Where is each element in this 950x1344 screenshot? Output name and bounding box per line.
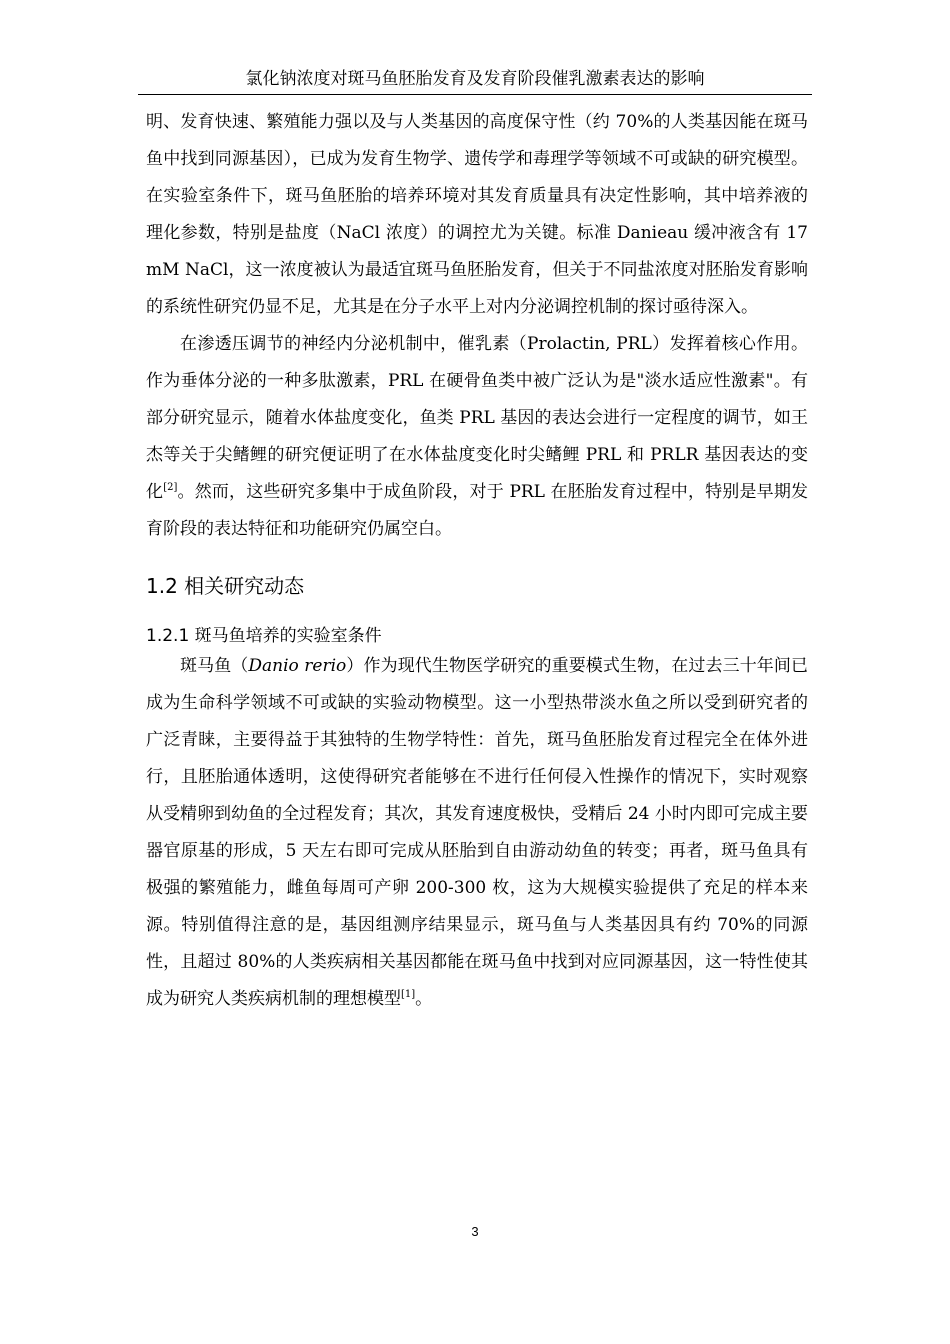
citation-ref: [2] bbox=[163, 482, 178, 493]
page-body bbox=[146, 104, 808, 1018]
paragraph-zebrafish bbox=[146, 648, 808, 1018]
paragraph-text: ）作为现代生物医学研究的重要模式生物，在过去三十年间已成为生命科学领域不可或缺的实验动物模型。这一小型热带淡水鱼之所以受到研究者的广泛青睐，主要得益于其独特的生物学特性：首先，斑马鱼胚胎发育过程完全在体外进行，且胚胎通体透明，这使得研究者能够在不进行任何侵入性操作的情况下，实时观察从受精卵到幼鱼的全过程发育；其次，其发育速度极快，受精后 24 小时内即可完成主要器官原基的形成，5 天左右即可完成从胚胎到自由游动幼鱼的转变；再者，斑马鱼具有极强的繁殖能力，雌鱼每周可产卵 200-300 枚，这为大规模实验提供了充足的样本来源。特别值得注意的是，基因组测序结果显示，斑马鱼与人类基因具有约 70%的同源性，且超过 80%的人类疾病相关基因都能在斑马鱼中找到对应同源基因，这一特性使其成为研究人类疾病机制的理想模型 bbox=[146, 656, 809, 1009]
page-number: 3 bbox=[471, 1224, 479, 1239]
paragraph-text: 。 bbox=[415, 989, 433, 1009]
subsection-heading: 1.2.1 斑马鱼培养的实验室条件 bbox=[146, 626, 382, 646]
paragraph-text: 在渗透压调节的神经内分泌机制中，催乳素（Prolactin, PRL）发挥着核心作用。作为垂体分泌的一种多肽激素，PRL 在硬骨鱼类中被广泛认为是"淡水适应性激素"。有部分研究显示，随着水体盐度变化，鱼类 PRL 基因的表达会进行一定程度的调节，如王杰等关于尖鳍鲤的研究便证明了在水体盐度变化时尖鳍鲤 PRL 和 PRLR 基因表达的变化 bbox=[146, 334, 808, 502]
running-header: 氯化钠浓度对斑马鱼胚胎发育及发育阶段催乳激素表达的影响 bbox=[245, 69, 705, 89]
paragraph-text: 斑马鱼（ bbox=[180, 656, 249, 676]
paragraph-text: 。然而，这些研究多集中于成鱼阶段，对于 PRL 在胚胎发育过程中，特别是早期发育阶段的表达特征和功能研究仍属空白。 bbox=[146, 482, 809, 539]
section-heading: 1.2 相关研究动态 bbox=[146, 574, 305, 598]
header-rule bbox=[138, 94, 812, 95]
citation-ref: [1] bbox=[401, 989, 416, 1000]
species-name: Danio rerio bbox=[248, 656, 347, 676]
paragraph-continuation: 明、发育快速、繁殖能力强以及与人类基因的高度保守性（约 70%的人类基因能在斑马鱼中找到同源基因），已成为发育生物学、遗传学和毒理学等领域不可或缺的研究模型。在实验室条件下，斑马鱼胚胎的培养环境对其发育质量具有决定性影响，其中培养液的理化参数，特别是盐度（NaCl 浓度）的调控尤为关键。标准 Danieau 缓冲液含有 17 mM NaCl，这一浓度被认为最适宜斑马鱼胚胎发育，但关于不同盐浓度对胚胎发育影响的系统性研究仍显不足，尤其是在分子水平上对内分泌调控机制的探讨亟待深入。 bbox=[146, 112, 808, 317]
paragraph-prolactin bbox=[146, 326, 808, 548]
